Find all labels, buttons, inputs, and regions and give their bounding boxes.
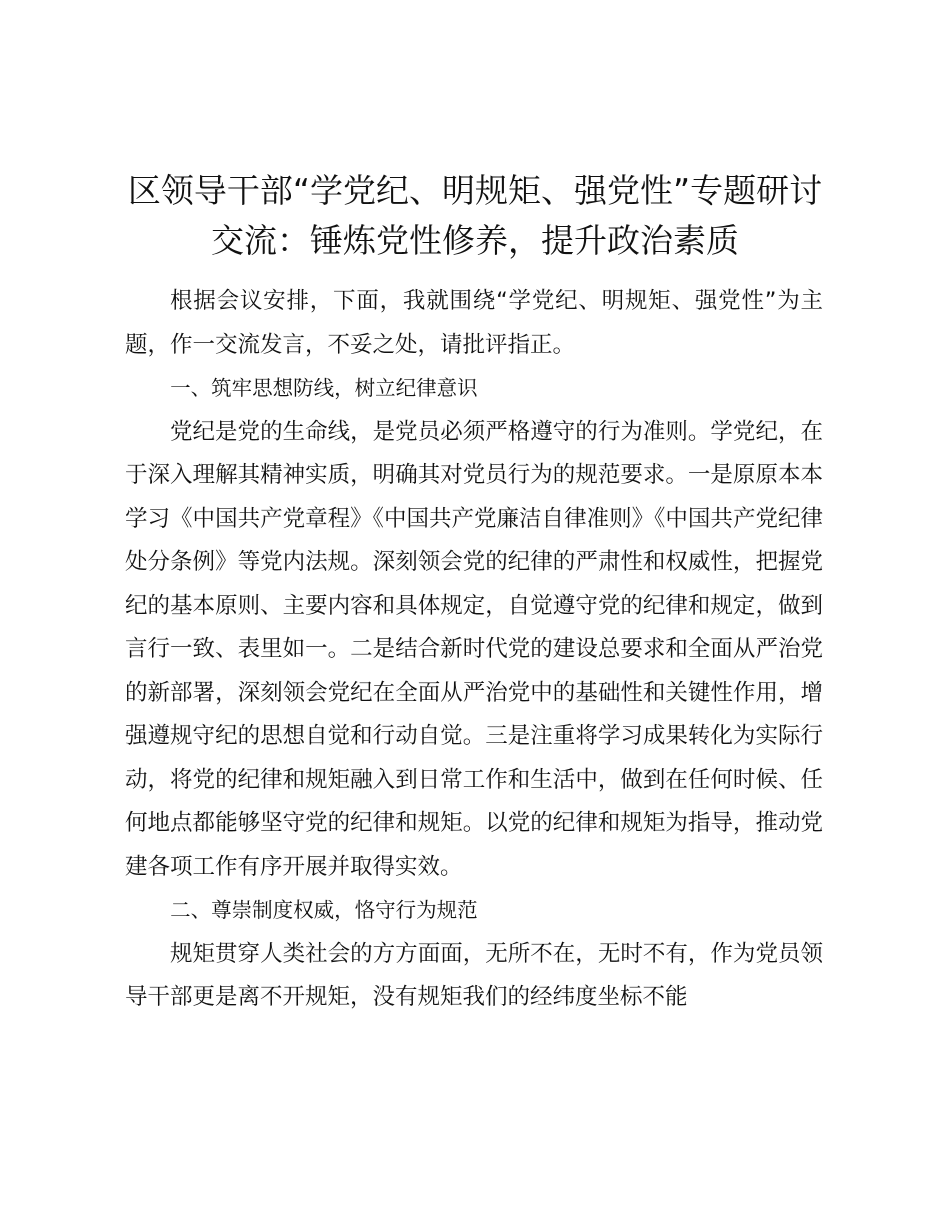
document-body [125,280,823,1020]
intro-paragraph: 根据会议安排，下面，我就围绕“学党纪、明规矩、强党性”为主题，作一交流发言，不妥之处，请批评指正。 [125,288,823,358]
document-title: 区领导干部“学党纪、明规矩、强党性”专题研讨交流：锤炼党性修养，提升政治素质 [127,171,823,260]
section-heading-1: 一、筑牢思想防线，树立纪律意识 [170,376,478,400]
section-heading-2: 二、尊崇制度权威，恪守行为规范 [170,898,478,922]
section-2-paragraph: 规矩贯穿人类社会的方方面面，无所不在，无时不有，作为党员领导干部更是离不开规矩，没有规矩我们的经纬度坐标不能 [125,940,823,1010]
section-1-paragraph: 党纪是党的生命线，是党员必须严格遵守的行为准则。学党纪，在于深入理解其精神实质，明确其对党员行为的规范要求。一是原原本本学习《中国共产党章程》《中国共产党廉洁自律准则》《中国共产党纪律处分条例》等党内法规。深刻领会党的纪律的严肃性和权威性，把握党纪的基本原则、主要内容和具体规定，自觉遵守党的纪律和规定，做到言行一致、表里如一。二是结合新时代党的建设总要求和全面从严治党的新部署，深刻领会党纪在全面从严治党中的基础性和关键性作用，增强遵规守纪的思想自觉和行动自觉。三是注重将学习成果转化为实际行动，将党的纪律和规矩融入到日常工作和生活中，做到在任何时候、任何地点都能够坚守党的纪律和规矩。以党的纪律和规矩为指导，推动党建各项工作有序开展并取得实效。 [125,418,823,880]
